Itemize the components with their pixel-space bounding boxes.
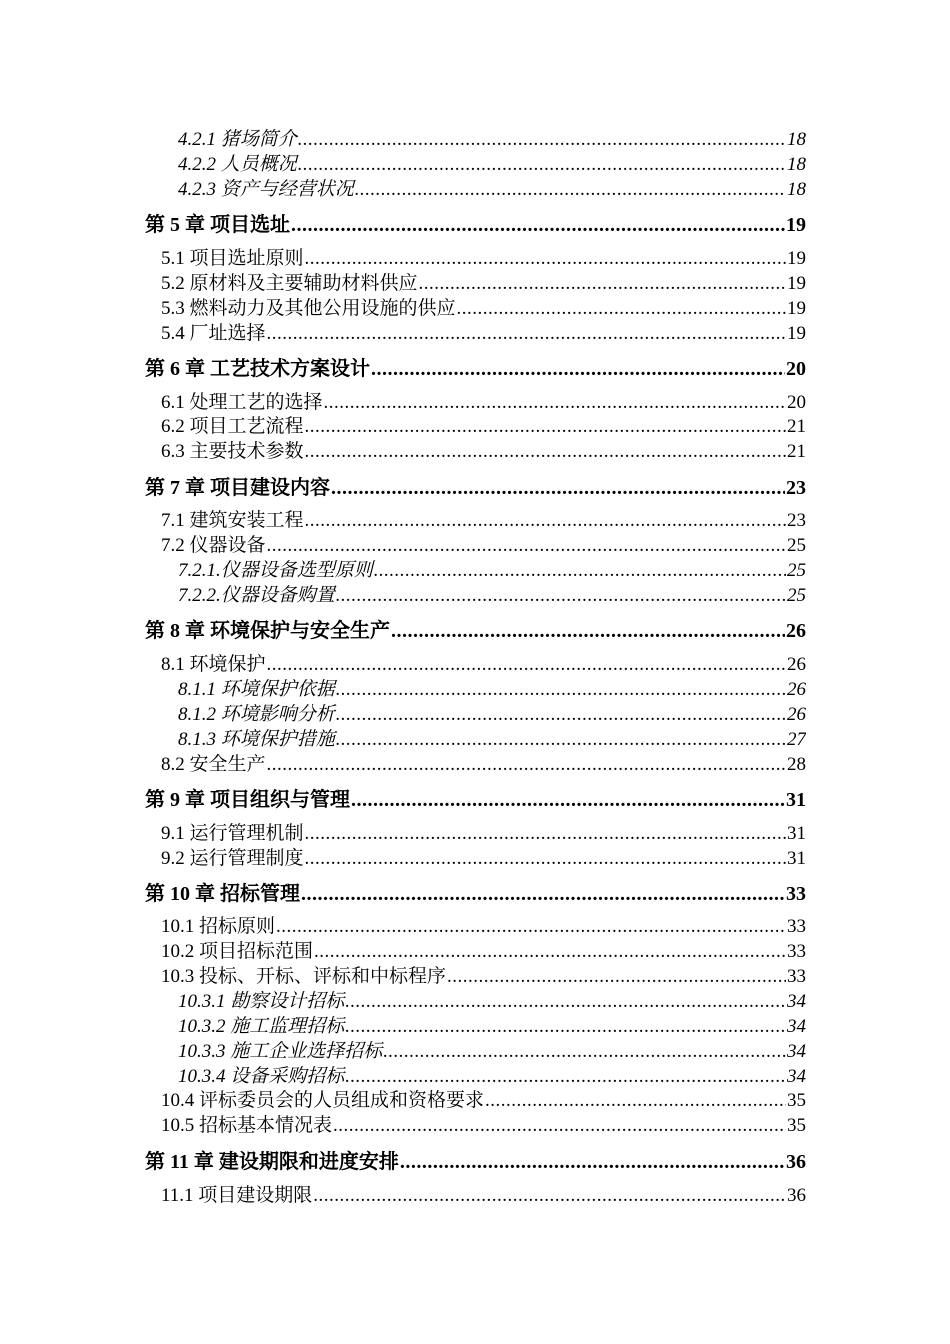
toc-entry-page: 18 [787,154,806,175]
toc-entry-title: 4.2.1 猪场简介 [178,129,297,150]
toc-entry[interactable] [145,783,806,812]
toc-dot-leader [314,941,786,963]
toc-dot-leader [391,620,785,643]
toc-entry[interactable] [161,818,806,845]
toc-entry-title: 8.1 环境保护 [161,654,266,675]
toc-entry[interactable] [178,124,806,151]
toc-entry-title: 7.2.1.仪器设备选型原则 [178,560,373,581]
toc-entry[interactable] [161,318,806,345]
toc-entry[interactable] [145,352,806,381]
toc-entry[interactable] [161,268,806,295]
toc-entry-page: 35 [787,1090,806,1111]
toc-entry-title: 8.1.2 环境影响分析 [178,704,335,725]
toc-entry-page: 20 [787,392,806,413]
toc-entry-page: 26 [786,620,806,642]
toc-entry-title: 4.2.3 资产与经营状况 [178,179,354,200]
toc-entry-page: 31 [787,848,806,869]
toc-entry-page: 36 [786,1151,806,1173]
toc-entry-page: 25 [787,560,806,581]
toc-dot-leader [447,966,786,988]
toc-dot-leader [267,654,786,676]
toc-dot-leader [267,323,786,345]
toc-dot-leader [298,129,786,151]
toc-entry-page: 19 [787,323,806,344]
toc-entry-title: 5.2 原材料及主要辅助材料供应 [161,273,418,294]
toc-dot-leader [336,585,786,607]
toc-entry[interactable] [178,674,806,701]
toc-entry-page: 19 [787,273,806,294]
toc-entry-page: 33 [787,916,806,937]
toc-entry[interactable] [161,843,806,870]
toc-entry-page: 19 [787,248,806,269]
toc-entry-page: 23 [787,510,806,531]
toc-entry-title: 第 9 章 项目组织与管理 [145,789,350,811]
toc-entry-title: 10.3.4 设备采购招标 [178,1066,345,1087]
toc-dot-leader [457,298,786,320]
toc-dot-leader [298,154,786,176]
toc-entry-page: 21 [787,416,806,437]
toc-dot-leader [485,1090,786,1112]
toc-entry-page: 34 [787,1016,806,1037]
toc-entry-page: 34 [787,1066,806,1087]
toc-dot-leader [301,883,785,906]
toc-entry-title: 6.1 处理工艺的选择 [161,392,323,413]
toc-entry-page: 35 [787,1115,806,1136]
toc-entry-title: 10.4 评标委员会的人员组成和资格要求 [161,1090,485,1111]
toc-entry-title: 5.1 项目选址原则 [161,248,304,269]
toc-entry-title: 4.2.2 人员概况 [178,154,297,175]
toc-entry[interactable] [161,961,806,988]
toc-entry-page: 33 [786,883,806,905]
toc-entry-title: 第 8 章 环境保护与安全生产 [145,620,390,642]
toc-entry-title: 10.3.1 勘察设计招标 [178,991,345,1012]
toc-entry-page: 33 [787,966,806,987]
toc-entry-title: 10.1 招标原则 [161,916,276,937]
toc-entry[interactable] [178,699,806,726]
toc-entry-title: 8.2 安全生产 [161,754,266,775]
toc-dot-leader [400,1151,785,1174]
toc-dot-leader [305,510,786,532]
toc-entry-page: 26 [787,679,806,700]
toc-entry[interactable] [161,649,806,676]
toc-entry-title: 5.4 厂址选择 [161,323,266,344]
toc-entry[interactable] [161,411,806,438]
toc-entry-title: 6.2 项目工艺流程 [161,416,304,437]
toc-entry[interactable] [161,911,806,938]
toc-dot-leader [336,679,786,701]
toc-entry-title: 5.3 燃料动力及其他公用设施的供应 [161,298,456,319]
toc-entry-page: 27 [787,729,806,750]
toc-entry[interactable] [178,1036,806,1063]
toc-entry[interactable] [178,1061,806,1088]
toc-entry[interactable] [161,243,806,270]
toc-entry-title: 7.2.2.仪器设备购置 [178,585,335,606]
toc-entry[interactable] [161,749,806,776]
toc-entry[interactable] [161,505,806,532]
toc-entry[interactable] [178,555,806,582]
toc-entry-title: 10.5 招标基本情况表 [161,1115,333,1136]
toc-entry-title: 7.2 仪器设备 [161,535,266,556]
toc-dot-leader [345,991,786,1013]
toc-entry-title: 9.2 运行管理制度 [161,848,304,869]
toc-entry[interactable] [145,614,806,643]
toc-entry-title: 9.1 运行管理机制 [161,823,304,844]
toc-entry-page: 25 [787,535,806,556]
toc-entry[interactable] [145,208,806,237]
toc-dot-leader [305,823,786,845]
toc-dot-leader [419,273,786,295]
toc-dot-leader [333,1115,786,1137]
toc-entry-title: 10.3 投标、开标、评标和中标程序 [161,966,447,987]
toc-dot-leader [305,848,786,870]
toc-dot-leader [351,789,785,812]
toc-entry-page: 26 [787,704,806,725]
toc-entry-title: 8.1.1 环境保护依据 [178,679,335,700]
toc-dot-leader [336,704,786,726]
toc-entry-title: 11.1 项目建设期限 [161,1185,313,1206]
toc-entry-title: 6.3 主要技术参数 [161,441,304,462]
toc-dot-leader [276,916,786,938]
toc-dot-leader [313,1185,786,1207]
toc-entry-title: 7.1 建筑安装工程 [161,510,304,531]
toc-entry-page: 31 [786,789,806,811]
toc-entry-page: 34 [787,1041,806,1062]
toc-entry-page: 23 [786,477,806,499]
toc-entry[interactable] [161,1180,806,1207]
toc-entry-page: 31 [787,823,806,844]
toc-entry-page: 28 [787,754,806,775]
toc-entry[interactable] [178,986,806,1013]
toc-entry-page: 34 [787,991,806,1012]
toc-entry[interactable] [178,149,806,176]
toc-entry-title: 第 5 章 项目选址 [145,214,290,236]
toc-dot-leader [383,1041,786,1063]
toc-entry-title: 第 6 章 工艺技术方案设计 [145,358,370,380]
toc-entry[interactable] [178,174,806,201]
toc-entry[interactable] [161,436,806,463]
toc-entry[interactable] [145,471,806,500]
toc-entry-title: 8.1.3 环境保护措施 [178,729,335,750]
toc-entry-title: 10.3.2 施工监理招标 [178,1016,345,1037]
toc-dot-leader [355,179,786,201]
toc-dot-leader [331,477,785,500]
toc-dot-leader [336,729,786,751]
toc-dot-leader [305,416,786,438]
toc-entry-page: 19 [787,298,806,319]
toc-entry-page: 18 [787,129,806,150]
toc-entry-page: 26 [787,654,806,675]
toc-entry-page: 18 [787,179,806,200]
toc-entry[interactable] [161,530,806,557]
toc-entry[interactable] [161,293,806,320]
toc-entry-page: 20 [786,358,806,380]
toc-entry-page: 25 [787,585,806,606]
toc-dot-leader [305,248,786,270]
toc-dot-leader [374,560,786,582]
toc-entry-page: 33 [787,941,806,962]
toc-entry-title: 10.3.3 施工企业选择招标 [178,1041,383,1062]
toc-dot-leader [371,358,785,381]
toc-entry[interactable] [161,387,806,414]
toc-dot-leader [305,441,786,463]
toc-entry-page: 36 [787,1185,806,1206]
toc-entry-title: 第 7 章 项目建设内容 [145,477,330,499]
toc-entry-page: 21 [787,441,806,462]
toc-entry[interactable] [161,1085,806,1112]
toc-dot-leader [267,535,786,557]
toc-dot-leader [267,754,786,776]
toc-dot-leader [291,214,785,237]
toc-entry[interactable] [161,1110,806,1137]
toc-entry[interactable] [178,724,806,751]
toc-entry-title: 第 11 章 建设期限和进度安排 [145,1151,399,1173]
toc-dot-leader [345,1016,786,1038]
toc-entry[interactable] [178,580,806,607]
toc-entry-title: 10.2 项目招标范围 [161,941,314,962]
toc-entry-title: 第 10 章 招标管理 [145,883,300,905]
toc-entry[interactable] [145,1145,806,1174]
toc-entry-page: 19 [786,214,806,236]
toc-entry[interactable] [161,936,806,963]
toc-entry[interactable] [178,1011,806,1038]
toc-entry[interactable] [145,877,806,906]
